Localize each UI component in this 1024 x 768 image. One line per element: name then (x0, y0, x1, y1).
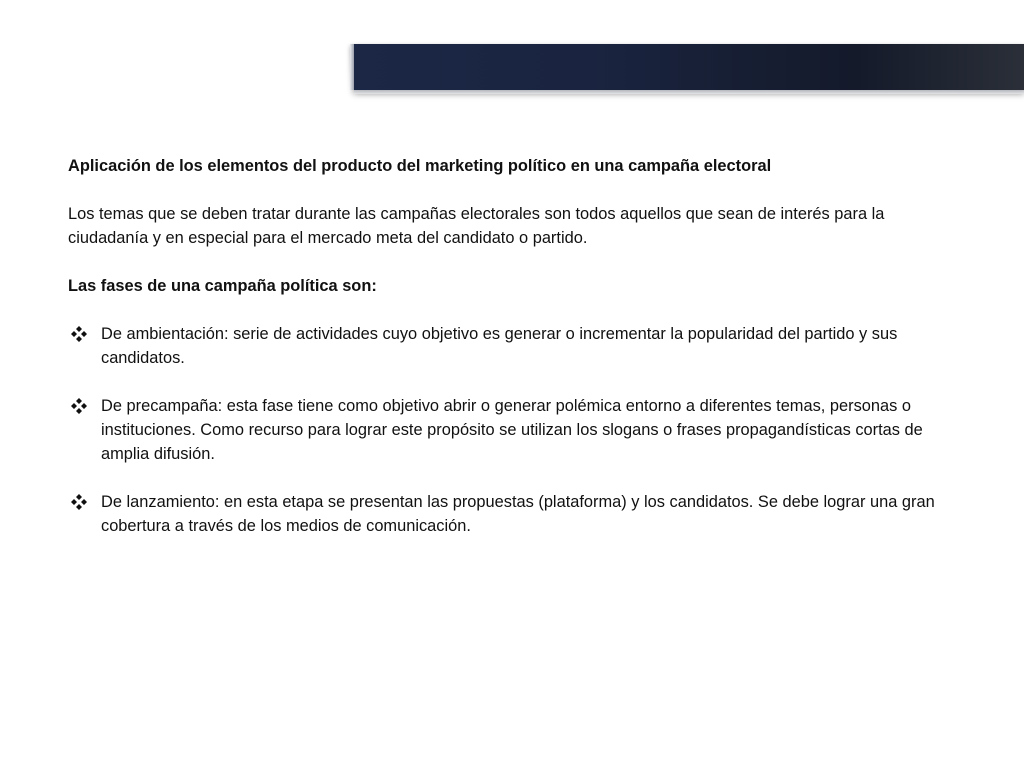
phases-heading: Las fases de una campaña política son: (68, 277, 377, 295)
spacer (68, 466, 968, 490)
header-decoration (350, 40, 1024, 98)
slide-content (68, 154, 968, 538)
bullet-item-ambientacion (68, 322, 968, 370)
spacer (68, 178, 968, 202)
slide-title: Aplicación de los elementos del producto del marketing político en una campaña electoral (68, 157, 772, 175)
bullet-text: De ambientación: serie de actividades cuyo objetivo es generar o incrementar la popularidad del partido y sus candidatos. (101, 325, 898, 367)
spacer (68, 370, 968, 394)
bullet-text: De precampaña: esta fase tiene como objetivo abrir o generar polémica entorno a diferentes temas, personas o instituciones. Como recurso para lograr este propósito se utilizan los slogans o frases propagandísticas cortas de amplia difusión. (101, 397, 923, 463)
header-bar (354, 44, 1024, 90)
bullet-item-lanzamiento (68, 490, 968, 538)
diamond-bullet-icon (70, 325, 88, 343)
diamond-bullet-icon (70, 397, 88, 415)
spacer (68, 250, 968, 274)
diamond-bullet-icon (70, 493, 88, 511)
bullet-item-precampana (68, 394, 968, 466)
bullet-text: De lanzamiento: en esta etapa se presentan las propuestas (plataforma) y los candidatos. Se debe lograr una gran cobertura a través de los medios de comunicación. (101, 493, 935, 535)
spacer (68, 298, 968, 322)
intro-paragraph: Los temas que se deben tratar durante las campañas electorales son todos aquellos que sean de interés para la ciudadanía y en especial para el mercado meta del candidato o partido. (68, 205, 885, 247)
